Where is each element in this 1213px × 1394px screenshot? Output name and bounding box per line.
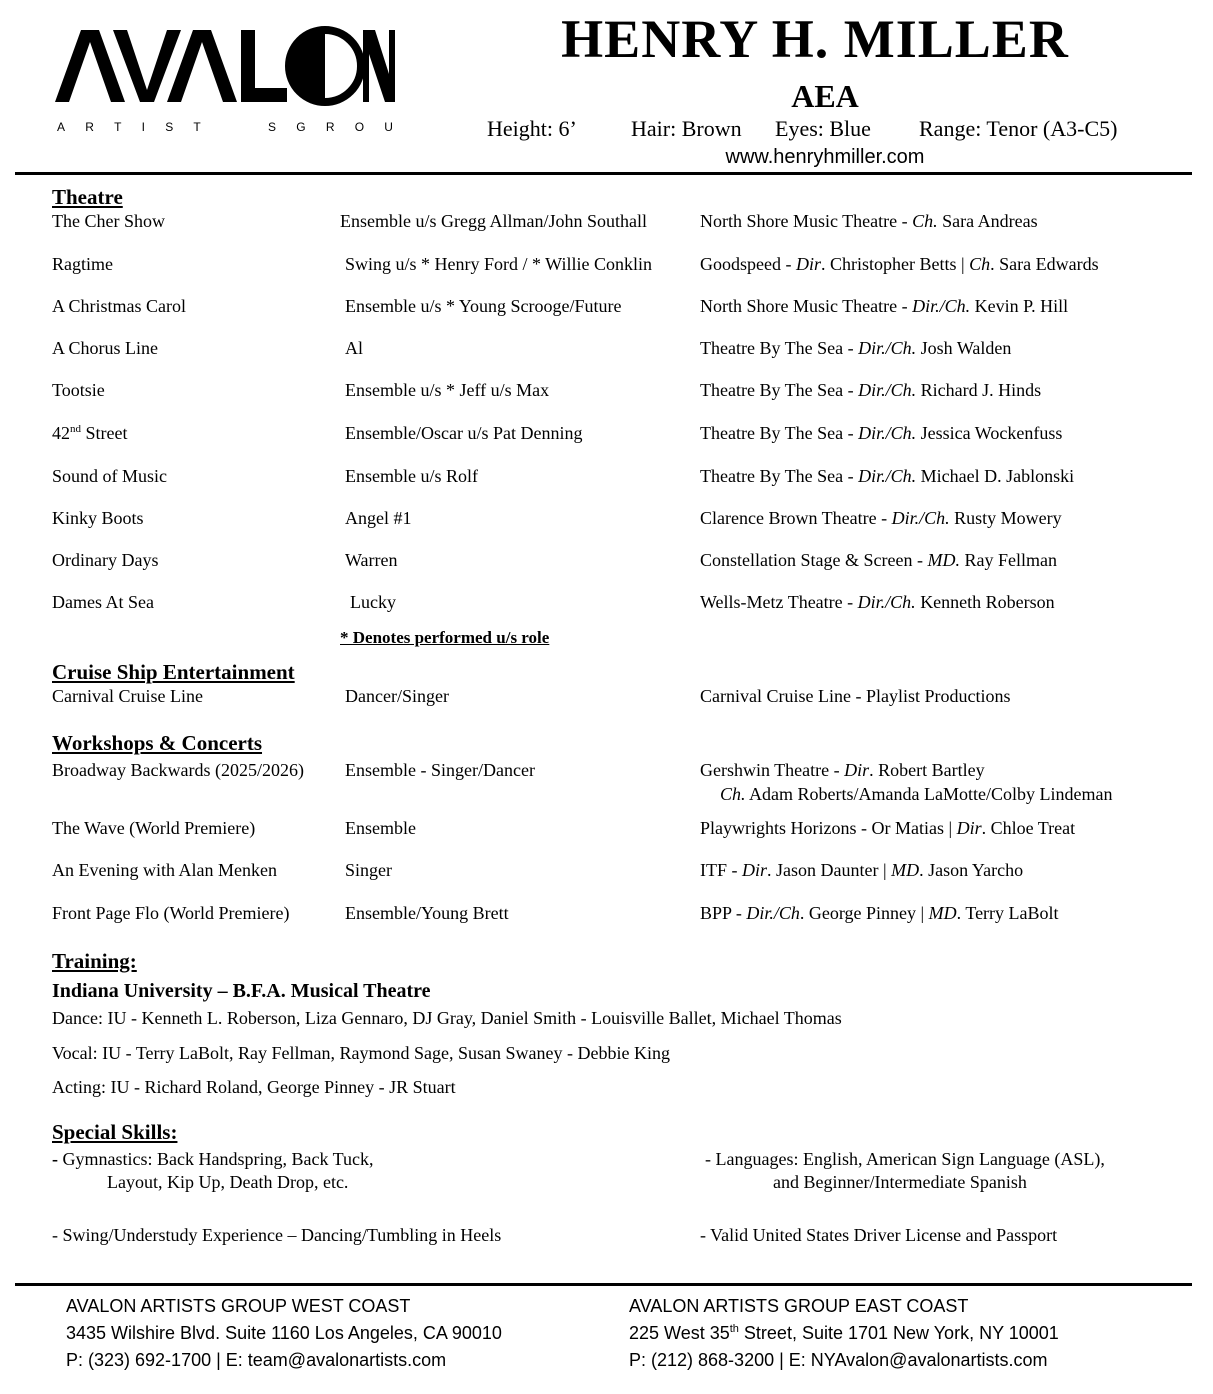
credit-venue: ITF - Dir. Jason Daunter | MD. Jason Yarcho <box>700 860 1024 880</box>
avalon-logo <box>55 22 395 142</box>
credit-role: Ensemble u/s Gregg Allman/John Southall <box>340 211 647 231</box>
credit-show: Sound of Music <box>52 466 168 486</box>
credit-venue: Playwrights Horizons - Or Matias | Dir. Chloe Treat <box>700 818 1076 838</box>
credit-venue: Wells-Metz Theatre - Dir./Ch. Kenneth Roberson <box>700 592 1055 612</box>
section-heading-theatre: Theatre <box>52 185 123 209</box>
skill-languages-continued: and Beginner/Intermediate Spanish <box>773 1172 1027 1192</box>
skill-license: - Valid United States Driver License and Passport <box>700 1225 1058 1245</box>
credit-role: Ensemble u/s Rolf <box>345 466 478 486</box>
credit-venue: Theatre By The Sea - Dir./Ch. Jessica Wockenfuss <box>700 423 1063 443</box>
union-affiliation: AEA <box>791 78 859 114</box>
skill-gymnastics: - Gymnastics: Back Handspring, Back Tuck, <box>52 1149 374 1169</box>
credit-venue: Gershwin Theatre - Dir. Robert Bartley <box>700 760 985 780</box>
height-stat: Height: 6’ <box>487 116 577 141</box>
credit-show: 42nd Street <box>52 423 128 443</box>
credit-venue: North Shore Music Theatre - Ch. Sara Andreas <box>700 211 1038 231</box>
east-coast-contact: P: (212) 868-3200 | E: NYAvalon@avalonartists.com <box>629 1350 1048 1370</box>
credit-venue: Constellation Stage & Screen - MD. Ray Fellman <box>700 550 1057 570</box>
credit-venue: Theatre By The Sea - Dir./Ch. Richard J. Hinds <box>700 380 1042 400</box>
credit-role: Ensemble u/s * Young Scrooge/Future <box>345 296 622 316</box>
credit-role: Singer <box>345 860 392 880</box>
section-heading-skills: Special Skills: <box>52 1120 178 1144</box>
training-dance: Dance: IU - Kenneth L. Roberson, Liza Gennaro, DJ Gray, Daniel Smith - Louisville Ballet, Michael Thomas <box>52 1008 842 1028</box>
credit-show: A Chorus Line <box>52 338 158 358</box>
credit-show: A Christmas Carol <box>52 296 186 316</box>
credit-role: Ensemble u/s * Jeff u/s Max <box>345 380 550 400</box>
credit-role: Dancer/Singer <box>345 686 449 706</box>
west-coast-contact: P: (323) 692-1700 | E: team@avalonartists.com <box>66 1350 447 1370</box>
section-heading-workshops: Workshops & Concerts <box>52 731 263 755</box>
credit-venue: Carnival Cruise Line - Playlist Productions <box>700 686 1011 706</box>
west-coast-address: 3435 Wilshire Blvd. Suite 1160 Los Angeles, CA 90010 <box>66 1323 502 1343</box>
west-coast-title: AVALON ARTISTS GROUP WEST COAST <box>66 1296 411 1316</box>
credit-role: Lucky <box>350 592 396 612</box>
understudy-note: * Denotes performed u/s role <box>340 628 550 647</box>
credit-show: Ordinary Days <box>52 550 159 570</box>
logo-tagline: A R T I S T S G R O U <box>57 120 393 134</box>
website-link[interactable]: www.henryhmiller.com <box>725 146 925 168</box>
credit-role: Swing u/s * Henry Ford / * Willie Conklin <box>345 254 652 274</box>
credit-show: Broadway Backwards (2025/2026) <box>52 760 304 780</box>
east-coast-address: 225 West 35th Street, Suite 1701 New York, NY 10001 <box>629 1323 1059 1343</box>
credit-role: Warren <box>345 550 398 570</box>
credit-show: Carnival Cruise Line <box>52 686 203 706</box>
credit-role: Angel #1 <box>345 508 412 528</box>
east-coast-title: AVALON ARTISTS GROUP EAST COAST <box>629 1296 969 1316</box>
credit-show: Front Page Flo (World Premiere) <box>52 903 290 923</box>
header-divider <box>15 172 1192 175</box>
training-acting: Acting: IU - Richard Roland, George Pinney - JR Stuart <box>52 1077 456 1097</box>
credit-show: The Wave (World Premiere) <box>52 818 256 838</box>
credit-role: Al <box>345 338 363 358</box>
eyes-stat: Eyes: Blue <box>775 116 871 141</box>
credit-show: Dames At Sea <box>52 592 154 612</box>
credit-venue: Theatre By The Sea - Dir./Ch. Michael D. Jablonski <box>700 466 1075 486</box>
training-vocal: Vocal: IU - Terry LaBolt, Ray Fellman, Raymond Sage, Susan Swaney - Debbie King <box>52 1043 670 1063</box>
credit-venue-continued: Ch. Adam Roberts/Amanda LaMotte/Colby Lindeman <box>720 784 1113 804</box>
credit-show: The Cher Show <box>52 211 165 231</box>
skill-gymnastics-continued: Layout, Kip Up, Death Drop, etc. <box>107 1172 349 1192</box>
credit-show: Ragtime <box>52 254 113 274</box>
credit-role: Ensemble - Singer/Dancer <box>345 760 535 780</box>
performer-name: HENRY H. MILLER <box>561 9 1069 69</box>
hair-stat: Hair: Brown <box>631 116 742 141</box>
range-stat: Range: Tenor (A3-C5) <box>919 116 1118 141</box>
credit-venue: BPP - Dir./Ch. George Pinney | MD. Terry LaBolt <box>700 903 1059 923</box>
training-school: Indiana University – B.F.A. Musical Theatre <box>52 980 431 1002</box>
credit-venue: Clarence Brown Theatre - Dir./Ch. Rusty Mowery <box>700 508 1062 528</box>
credit-venue: Goodspeed - Dir. Christopher Betts | Ch. Sara Edwards <box>700 254 1099 274</box>
skill-swing: - Swing/Understudy Experience – Dancing/Tumbling in Heels <box>52 1225 502 1245</box>
credit-show: Kinky Boots <box>52 508 144 528</box>
avalon-wordmark <box>55 22 395 118</box>
section-heading-training: Training: <box>52 949 137 973</box>
credit-show: Tootsie <box>52 380 105 400</box>
credit-role: Ensemble <box>345 818 416 838</box>
credit-role: Ensemble/Oscar u/s Pat Denning <box>345 423 583 443</box>
skill-languages: - Languages: English, American Sign Language (ASL), <box>705 1149 1105 1169</box>
section-heading-cruise: Cruise Ship Entertainment <box>52 660 295 684</box>
footer-divider <box>15 1283 1192 1286</box>
credit-venue: Theatre By The Sea - Dir./Ch. Josh Walden <box>700 338 1012 358</box>
credit-venue: North Shore Music Theatre - Dir./Ch. Kevin P. Hill <box>700 296 1069 316</box>
credit-show: An Evening with Alan Menken <box>52 860 277 880</box>
credit-role: Ensemble/Young Brett <box>345 903 509 923</box>
